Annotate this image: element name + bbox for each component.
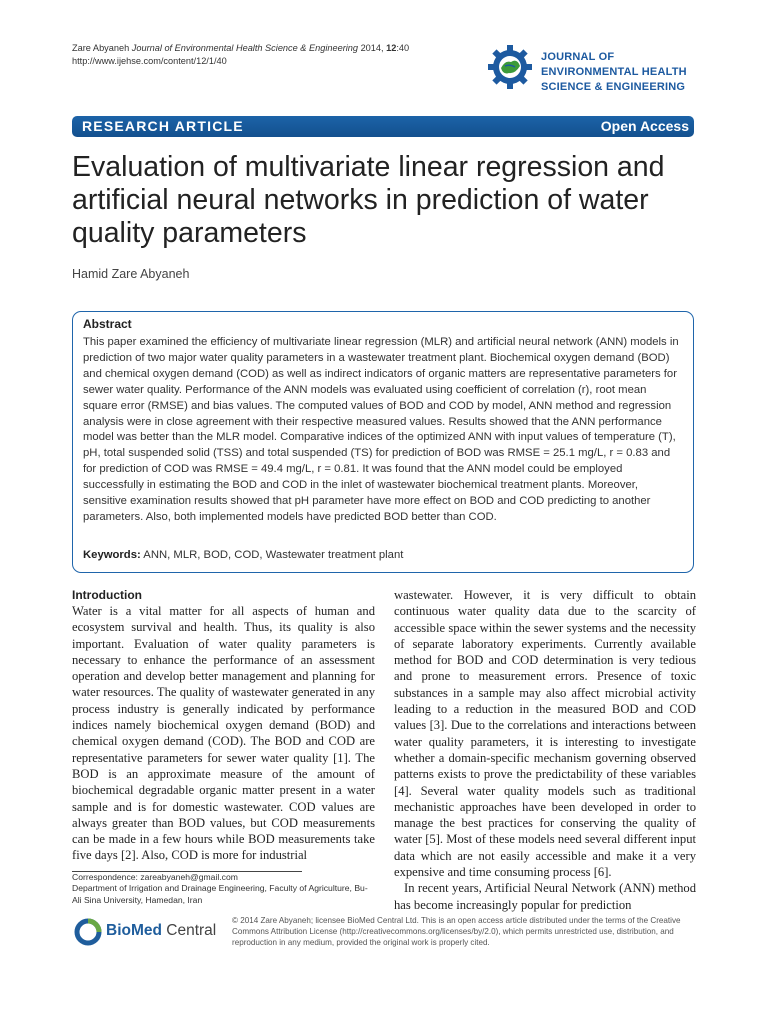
abstract-text: This paper examined the efficiency of multivariate linear regression (MLR) and artificial neural network (ANN) models in prediction of two major water quality parameters in a wastewater treatment plant. Biochemical oxygen demand (BOD) and chemical oxygen demand (COD) as well as indirect indicators of organic matters are representative parameters for sewer water quality. Performance of the ANN models was evaluated using coefficient of correlation (r), root mean square error (RMSE) and bias values. The computed values of BOD and COD by model, ANN method and regression analysis were in close agreement with their respective measured values. Results showed that the ANN performance model was better than the MLR model. Comparative indices of the optimized ANN with input values of temperature (T), pH, total suspended solid (TSS) and total suspended (TS) for prediction of BOD was RMSE = 25.1 mg/L, r = 0.83 and for prediction of COD was RMSE = 49.4 mg/L, r = 0.81. It was found that the ANN model could be employed successfully in estimating the BOD and COD in the inlet of wastewater biochemical treatment plants. Moreover, sensitive examination results showed that pH parameter have more effect on BOD and COD predicting to another parameters. Also, both implemented models have predicted BOD better than COD. — [83, 336, 679, 523]
journal-name: JOURNAL OF ENVIRONMENTAL HEALTH SCIENCE & ENGINEERING — [541, 51, 687, 93]
correspondence: Correspondence: zareabyaneh@gmail.com — [72, 872, 238, 882]
keywords-label: Keywords: — [83, 549, 141, 561]
abstract-heading: Abstract — [83, 317, 132, 331]
keywords-list: ANN, MLR, BOD, COD, Wastewater treatment plant — [140, 549, 404, 561]
intro-paragraph-1: Water is a vital matter for all aspects of human and ecosystem survival and health. Thus, its quality is also important. Evaluation of water quality parameters is necessary to enhance the performance of an assessment operation and develop better management and planning for water resources. The quality of wastewater generated in any process industry is generally indicated by performance indices namely biochemical oxygen demand (BOD) and chemical oxygen demand (COD). The BOD and COD are representative parameters for sewer water quality [1]. The BOD is an approximate measure of the amount of biochemical degradable organic matter present in a water sample and is for domestic wastewater. COD values are always greater than BOD values, but COD measurements can be made in a few hours while BOD measurements take five days [2]. Also, COD is more for industrial — [72, 604, 375, 863]
citation-article: :40 — [396, 43, 410, 53]
citation-volume: 12 — [386, 43, 397, 53]
citation-journal: Journal of Environmental Health Science & Engineering — [131, 43, 359, 53]
article-url[interactable]: http://www.ijehse.com/content/12/1/40 — [72, 56, 227, 66]
article-type-label: RESEARCH ARTICLE — [82, 118, 244, 134]
intro-paragraph-2: In recent years, Artificial Neural Network (ANN) method has become increasingly popular for prediction — [394, 881, 696, 912]
citation-year: 2014, — [358, 43, 387, 53]
body-column-left — [72, 587, 375, 864]
affiliation: Department of Irrigation and Drainage Engineering, Faculty of Agriculture, Bu-Ali Sina University, Hamedan, Iran — [72, 883, 368, 905]
citation-line — [72, 42, 409, 55]
body-column-right — [394, 587, 696, 913]
intro-paragraph-1-continued: wastewater. However, it is very difficult to obtain continuous water quality data due to the scarcity of accessible space within the sewer systems and the necessity of separate laboratory experiments. Currently available method for BOD and COD determination is very tedious and prone to measurement errors. Presence of toxic substances in a sample may also affect microbial activity leading to a reduction in the measured BOD and COD values [3]. Due to the correlations and interactions between water quality parameters, it is interesting to investigate whether a domain-specific mechanism governing observed patterns exists to prove the predictability of these variables [4]. Several water quality models such as traditional mechanistic approaches have been developed in order to manage the best practices for conserving the quality of water [5]. Most of these models need several different input data which are not easily accessible and make it a very expensive and time consuming process [6]. — [394, 588, 696, 880]
abstract-box — [72, 311, 694, 573]
article-type-banner — [72, 116, 694, 137]
biomed-central-logo-icon — [74, 918, 102, 946]
keywords-line — [83, 549, 403, 561]
publisher-name: BioMed Central — [106, 922, 217, 939]
article-title: Evaluation of multivariate linear regression and artificial neural networks in prediction of water quality parameters — [72, 151, 665, 249]
open-access-label: Open Access — [600, 118, 689, 134]
footnote — [72, 872, 375, 906]
introduction-heading: Introduction — [72, 588, 142, 602]
license-text: © 2014 Zare Abyaneh; licensee BioMed Central Ltd. This is an open access article distributed under the terms of the Creative Commons Attribution License (http://creativecommons.org/licenses/by/2.0), which permits unrestricted use, distribution, and reproduction in any medium, provided the original work is properly cited. — [232, 916, 681, 948]
author-name: Hamid Zare Abyaneh — [72, 267, 190, 281]
citation-block — [72, 42, 409, 68]
citation-author: Zare Abyaneh — [72, 43, 132, 53]
journal-gear-logo-icon — [487, 44, 533, 90]
